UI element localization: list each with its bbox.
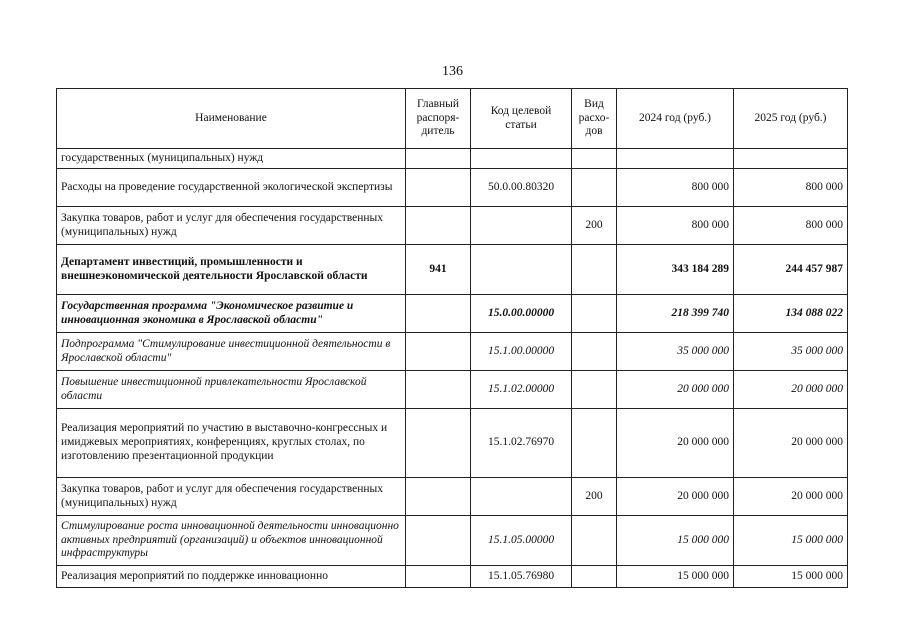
cell-manager [406, 333, 471, 371]
cell-2025: 15 000 000 [734, 566, 848, 588]
cell-2024: 35 000 000 [617, 333, 734, 371]
cell-2025: 20 000 000 [734, 371, 848, 409]
cell-expense-type [572, 516, 617, 566]
cell-code: 15.0.00.00000 [471, 295, 572, 333]
cell-2024: 800 000 [617, 207, 734, 245]
header-code: Код целевой статьи [471, 89, 572, 149]
page-number: 136 [442, 64, 463, 79]
table-row [57, 245, 848, 295]
cell-2025: 35 000 000 [734, 333, 848, 371]
cell-2024: 343 184 289 [617, 245, 734, 295]
header-2025: 2025 год (руб.) [734, 89, 848, 149]
cell-name: Государственная программа "Экономическое развитие и инновационная экономика в Ярославской области" [57, 295, 406, 333]
cell-expense-type [572, 371, 617, 409]
cell-name: Реализация мероприятий по поддержке инновационно [57, 566, 406, 588]
cell-manager: 941 [406, 245, 471, 295]
cell-2025: 20 000 000 [734, 478, 848, 516]
cell-expense-type [572, 409, 617, 478]
cell-expense-type: 200 [572, 207, 617, 245]
table-row [57, 409, 848, 478]
cell-code: 15.1.02.00000 [471, 371, 572, 409]
cell-2025: 244 457 987 [734, 245, 848, 295]
table-row [57, 478, 848, 516]
table-row [57, 333, 848, 371]
header-2024: 2024 год (руб.) [617, 89, 734, 149]
cell-name: Закупка товаров, работ и услуг для обеспечения государственных (муниципальных) нужд [57, 207, 406, 245]
cell-name: Закупка товаров, работ и услуг для обеспечения государственных (муниципальных) нужд [57, 478, 406, 516]
cell-2024: 20 000 000 [617, 478, 734, 516]
cell-code: 15.1.02.76970 [471, 409, 572, 478]
table-header-row [57, 89, 848, 149]
cell-2024: 20 000 000 [617, 409, 734, 478]
cell-2024: 20 000 000 [617, 371, 734, 409]
cell-manager [406, 295, 471, 333]
cell-expense-type [572, 169, 617, 207]
cell-2024: 218 399 740 [617, 295, 734, 333]
cell-manager [406, 409, 471, 478]
cell-name: Стимулирование роста инновационной деятельности инновационно активных предприятий (организаций) и объектов инновационной инфраструктуры [57, 516, 406, 566]
table-row [57, 566, 848, 588]
cell-manager [406, 207, 471, 245]
table-row [57, 207, 848, 245]
table-row [57, 516, 848, 566]
cell-2025: 134 088 022 [734, 295, 848, 333]
header-manager: Главный распоря-дитель [406, 89, 471, 149]
cell-2024: 15 000 000 [617, 566, 734, 588]
cell-code: 50.0.00.80320 [471, 169, 572, 207]
cell-expense-type [572, 245, 617, 295]
cell-manager [406, 371, 471, 409]
header-name: Наименование [57, 89, 406, 149]
cell-2025: 800 000 [734, 207, 848, 245]
cell-code: 15.1.05.76980 [471, 566, 572, 588]
cell-2024 [617, 149, 734, 169]
cell-manager [406, 566, 471, 588]
table-row [57, 169, 848, 207]
cell-expense-type [572, 295, 617, 333]
cell-code: 15.1.00.00000 [471, 333, 572, 371]
cell-code [471, 245, 572, 295]
cell-2025: 15 000 000 [734, 516, 848, 566]
table-row [57, 149, 848, 169]
cell-name: Повышение инвестиционной привлекательности Ярославской области [57, 371, 406, 409]
cell-name: государственных (муниципальных) нужд [57, 149, 406, 169]
cell-code [471, 149, 572, 169]
cell-manager [406, 169, 471, 207]
cell-name: Расходы на проведение государственной экологической экспертизы [57, 169, 406, 207]
cell-2024: 800 000 [617, 169, 734, 207]
cell-manager [406, 478, 471, 516]
table-row [57, 371, 848, 409]
cell-name: Реализация мероприятий по участию в выставочно-конгрессных и имиджевых мероприятиях, конференциях, круглых столах, по изготовлению презентационной продукции [57, 409, 406, 478]
cell-expense-type [572, 149, 617, 169]
cell-manager [406, 516, 471, 566]
cell-expense-type [572, 333, 617, 371]
cell-code: 15.1.05.00000 [471, 516, 572, 566]
header-expense-type: Вид расхо-дов [572, 89, 617, 149]
cell-expense-type [572, 566, 617, 588]
cell-2024: 15 000 000 [617, 516, 734, 566]
cell-name: Подпрограмма "Стимулирование инвестиционной деятельности в Ярославской области" [57, 333, 406, 371]
cell-code [471, 207, 572, 245]
cell-expense-type: 200 [572, 478, 617, 516]
cell-name: Департамент инвестиций, промышленности и внешнеэкономической деятельности Ярославской области [57, 245, 406, 295]
budget-table [56, 88, 848, 588]
cell-2025 [734, 149, 848, 169]
cell-manager [406, 149, 471, 169]
cell-code [471, 478, 572, 516]
cell-2025: 800 000 [734, 169, 848, 207]
cell-2025: 20 000 000 [734, 409, 848, 478]
table-row [57, 295, 848, 333]
